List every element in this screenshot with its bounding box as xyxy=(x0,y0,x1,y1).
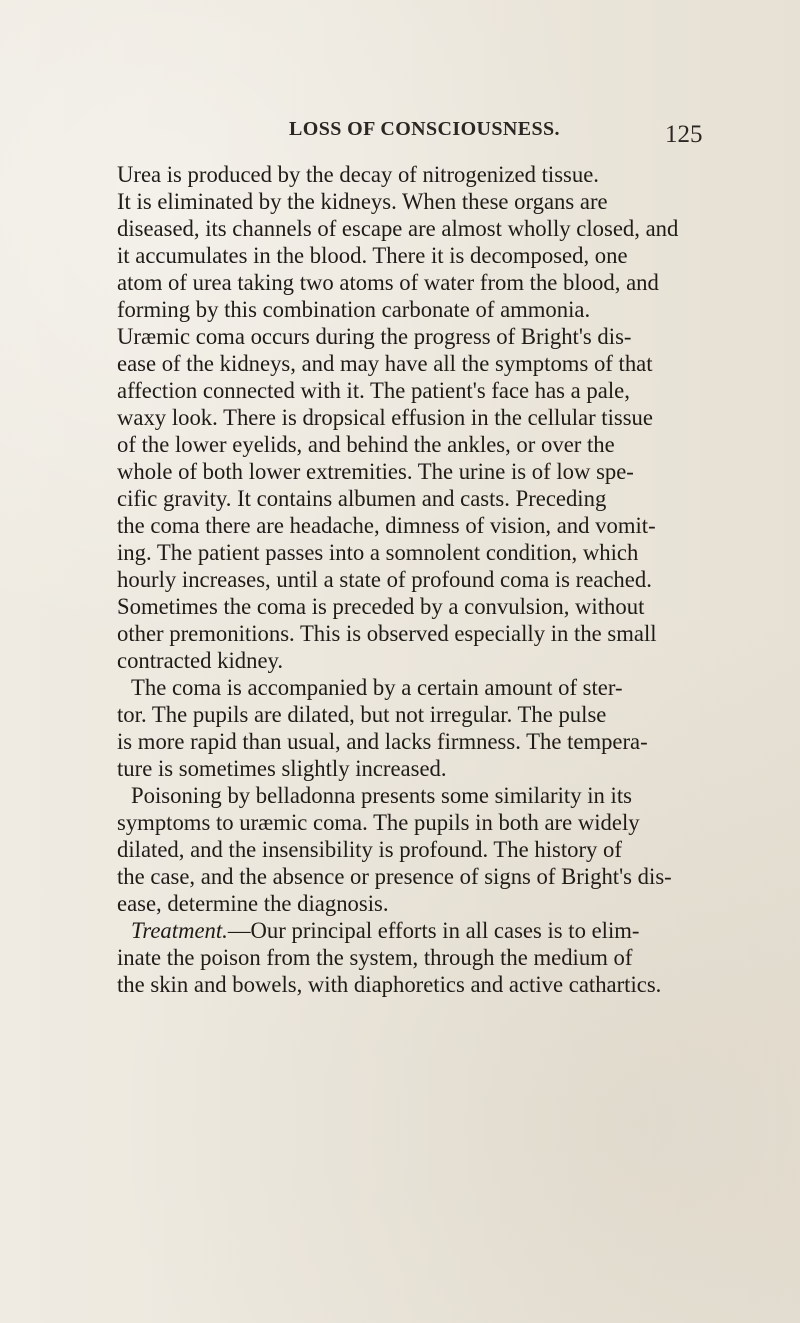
text-line: affection connected with it. The patient's face has a pale, xyxy=(117,378,630,403)
text-line: the case, and the absence or presence of signs of Bright's dis- xyxy=(117,864,672,889)
text-line: ease of the kidneys, and may have all the symptoms of that xyxy=(117,351,653,376)
text-line: it accumulates in the blood. There it is decomposed, one xyxy=(117,243,628,268)
text-line: diseased, its channels of escape are almost wholly closed, and xyxy=(117,216,679,241)
text-line: Urea is produced by the decay of nitrogenized tissue. xyxy=(117,162,599,187)
body-text xyxy=(0,160,800,1240)
text-line: Sometimes the coma is preceded by a convulsion, without xyxy=(117,594,645,619)
text-line: ture is sometimes slightly increased. xyxy=(117,756,447,781)
text-line: the coma there are headache, dimness of vision, and vomit- xyxy=(117,513,656,538)
em-dash: — xyxy=(227,918,251,943)
text-line: of the lower eyelids, and behind the ankles, or over the xyxy=(117,432,615,457)
text-line: forming by this combination carbonate of ammonia. xyxy=(117,297,591,322)
text-line: It is eliminated by the kidneys. When these organs are xyxy=(117,189,608,214)
text-line: Poisoning by belladonna presents some similarity in its xyxy=(131,783,632,808)
text-line: cific gravity. It contains albumen and casts. Preceding xyxy=(117,486,607,511)
text-line: the skin and bowels, with diaphoretics and active cathartics. xyxy=(117,972,662,997)
text-line: whole of both lower extremities. The urine is of low spe- xyxy=(117,459,634,484)
running-head xyxy=(0,115,800,151)
text-line: hourly increases, until a state of profound coma is reached. xyxy=(117,567,652,592)
treatment-label: Treatment. xyxy=(131,918,228,943)
text-line: contracted kidney. xyxy=(117,648,284,673)
text-line: ing. The patient passes into a somnolent condition, which xyxy=(117,540,639,565)
text-line: is more rapid than usual, and lacks firmness. The tempera- xyxy=(117,729,648,754)
text-line: other premonitions. This is observed especially in the small xyxy=(117,621,657,646)
text-line: atom of urea taking two atoms of water from the blood, and xyxy=(117,270,659,295)
text-line: symptoms to uræmic coma. The pupils in both are widely xyxy=(117,810,640,835)
treatment-text: Our principal efforts in all cases is to elim- xyxy=(250,918,640,943)
page-number: 125 xyxy=(665,121,703,148)
text-line: The coma is accompanied by a certain amount of ster- xyxy=(131,675,623,700)
text-line: dilated, and the insensibility is profound. The history of xyxy=(117,837,622,862)
text-line: waxy look. There is dropsical effusion in the cellular tissue xyxy=(117,405,653,430)
running-title: LOSS OF CONSCIOUSNESS. xyxy=(289,118,560,140)
text-line: ease, determine the diagnosis. xyxy=(117,891,389,916)
text-line: tor. The pupils are dilated, but not irregular. The pulse xyxy=(117,702,607,727)
text-line: Uræmic coma occurs during the progress of Bright's dis- xyxy=(117,324,632,349)
text-line: inate the poison from the system, through the medium of xyxy=(117,945,633,970)
treatment-line xyxy=(131,920,639,943)
